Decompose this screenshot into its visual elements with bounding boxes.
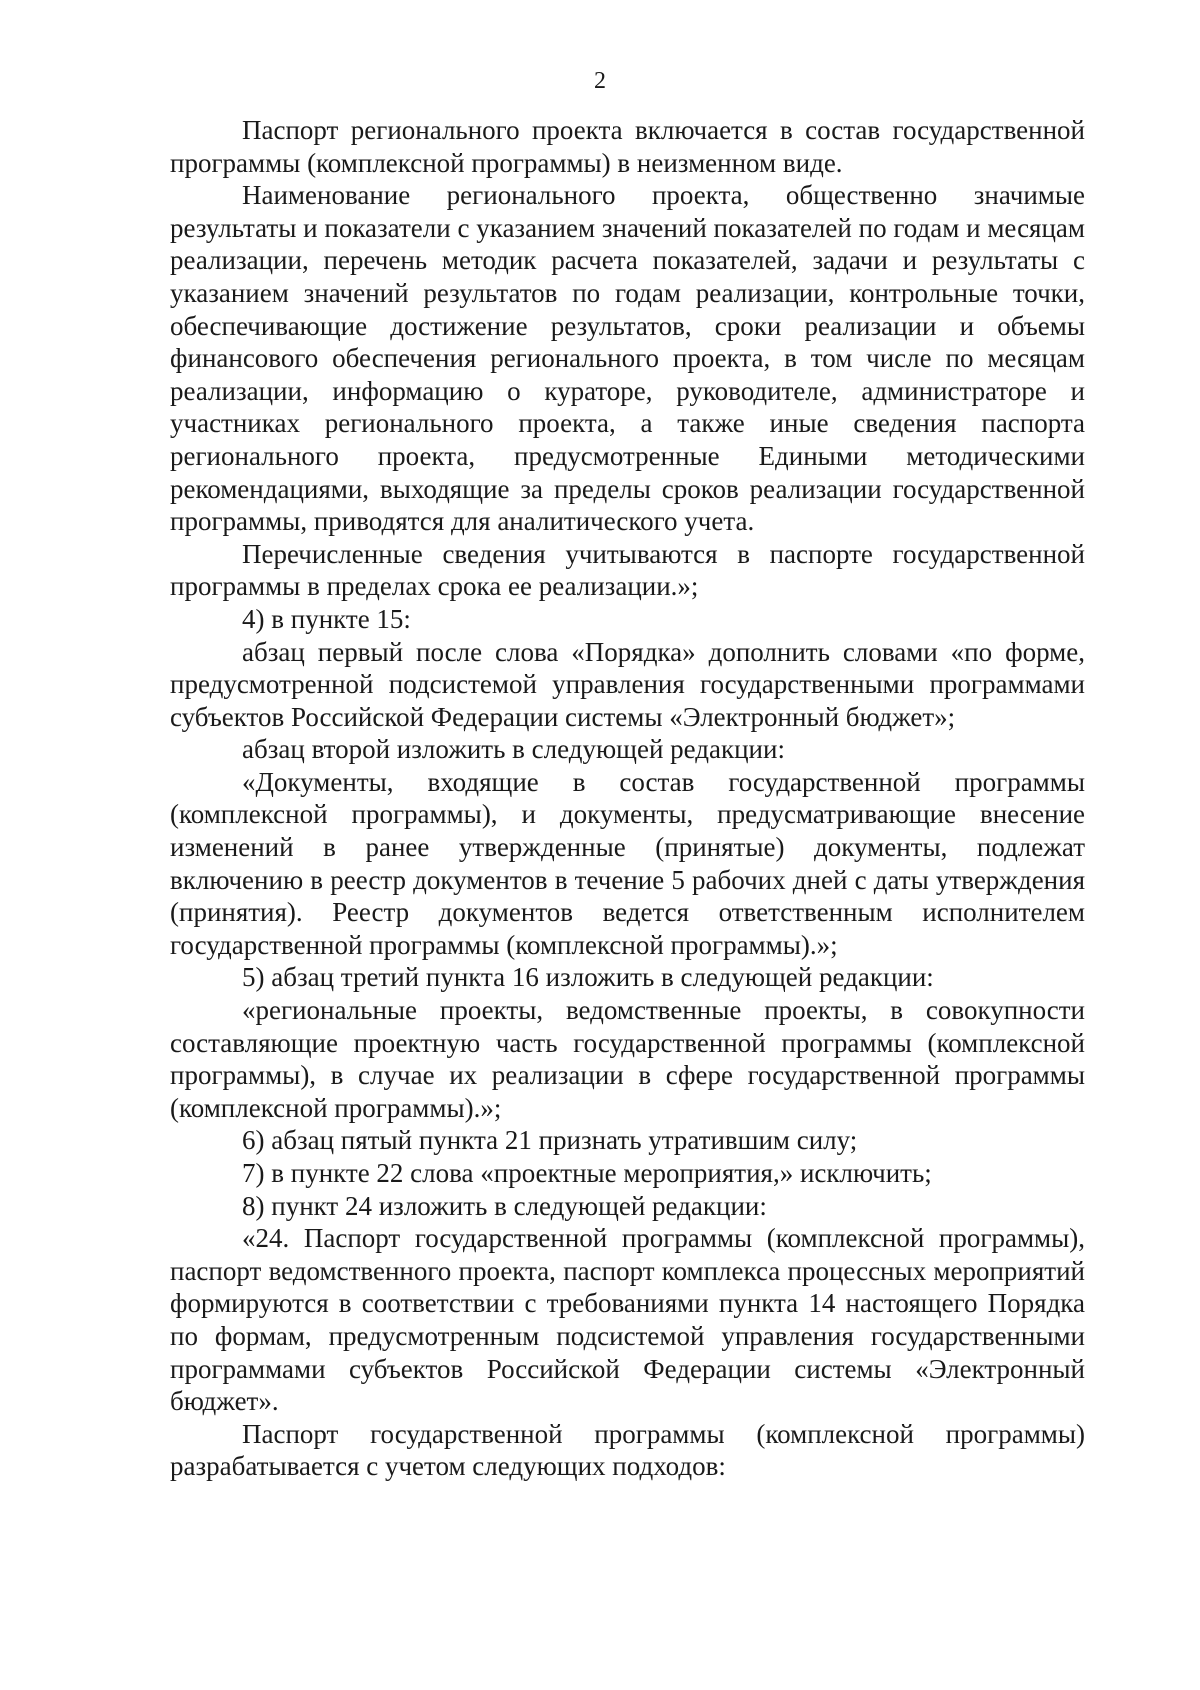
paragraph-item-4: 4) в пункте 15: bbox=[242, 603, 411, 634]
paragraph-passport-approaches: Паспорт государственной программы (комплексной программы) разрабатывается с учетом следующих подходов: bbox=[170, 1418, 1085, 1482]
page-number: 2 bbox=[594, 68, 606, 94]
paragraph-item-7: 7) в пункте 22 слова «проектные мероприятия,» исключить; bbox=[242, 1158, 932, 1188]
paragraph-listed-info: Перечисленные сведения учитываются в паспорте государственной программы в пределах срока ее реализации.»; bbox=[170, 538, 1085, 602]
paragraph-second-abzac: абзац второй изложить в следующей редакции: bbox=[242, 734, 785, 765]
paragraph-project-details: Наименование регионального проекта, общественно значимые результаты и показатели с указанием значений показателей по годам и месяцам реализации, перечень методик расчета показателей, задачи и результаты с указанием значений результатов по годам реализации, контрольные точки, обеспечивающие достижение результатов, сроки реализации и объемы финансового обеспечения регионального проекта, в том числе по месяцам реализации, информацию о кураторе, руководителе, администраторе и участниках регионального проекта, а также иные сведения паспорта регионального проекта, предусмотренные Едиными методическими рекомендациями, выходящие за пределы сроков реализации государственной программы, приводятся для аналитического учета. bbox=[170, 180, 1085, 537]
paragraph-regional-projects: «региональные проекты, ведомственные проекты, в совокупности составляющие проектную часть государственной программы (комплексной программы), в случае их реализации в сфере государственной программы (комплексной программы).»; bbox=[170, 995, 1085, 1123]
document-body bbox=[170, 114, 1085, 1483]
paragraph-passport-inclusion: Паспорт регионального проекта включается в состав государственной программы (комплексной программы) в неизменном виде. bbox=[170, 115, 1085, 178]
paragraph-first-abzac: абзац первый после слова «Порядка» дополнить словами «по форме, предусмотренной подсистемой управления государственными программами субъектов Российской Федерации системы «Электронный бюджет»; bbox=[170, 636, 1085, 732]
paragraph-item-5: 5) абзац третий пункта 16 изложить в следующей редакции: bbox=[242, 962, 934, 993]
paragraph-item-6: 6) абзац пятый пункта 21 признать утратившим силу; bbox=[242, 1125, 858, 1156]
paragraph-documents-registry: «Документы, входящие в состав государственной программы (комплексной программы), и документы, предусматривающие внесение изменений в ранее утвержденные (принятые) документы, подлежат включению в реестр документов в течение 5 рабочих дней с даты утверждения (принятия). Реестр документов ведется ответственным исполнителем государственной программы (комплексной программы).»; bbox=[170, 766, 1085, 960]
paragraph-item-24: «24. Паспорт государственной программы (комплексной программы), паспорт ведомственного проекта, паспорт комплекса процессных мероприятий формируются в соответствии с требованиями пункта 14 настоящего Порядка по формам, предусмотренным подсистемой управления государственными программами субъектов Российской Федерации системы «Электронный бюджет». bbox=[170, 1223, 1085, 1417]
paragraph-item-8: 8) пункт 24 изложить в следующей редакции: bbox=[242, 1190, 767, 1221]
